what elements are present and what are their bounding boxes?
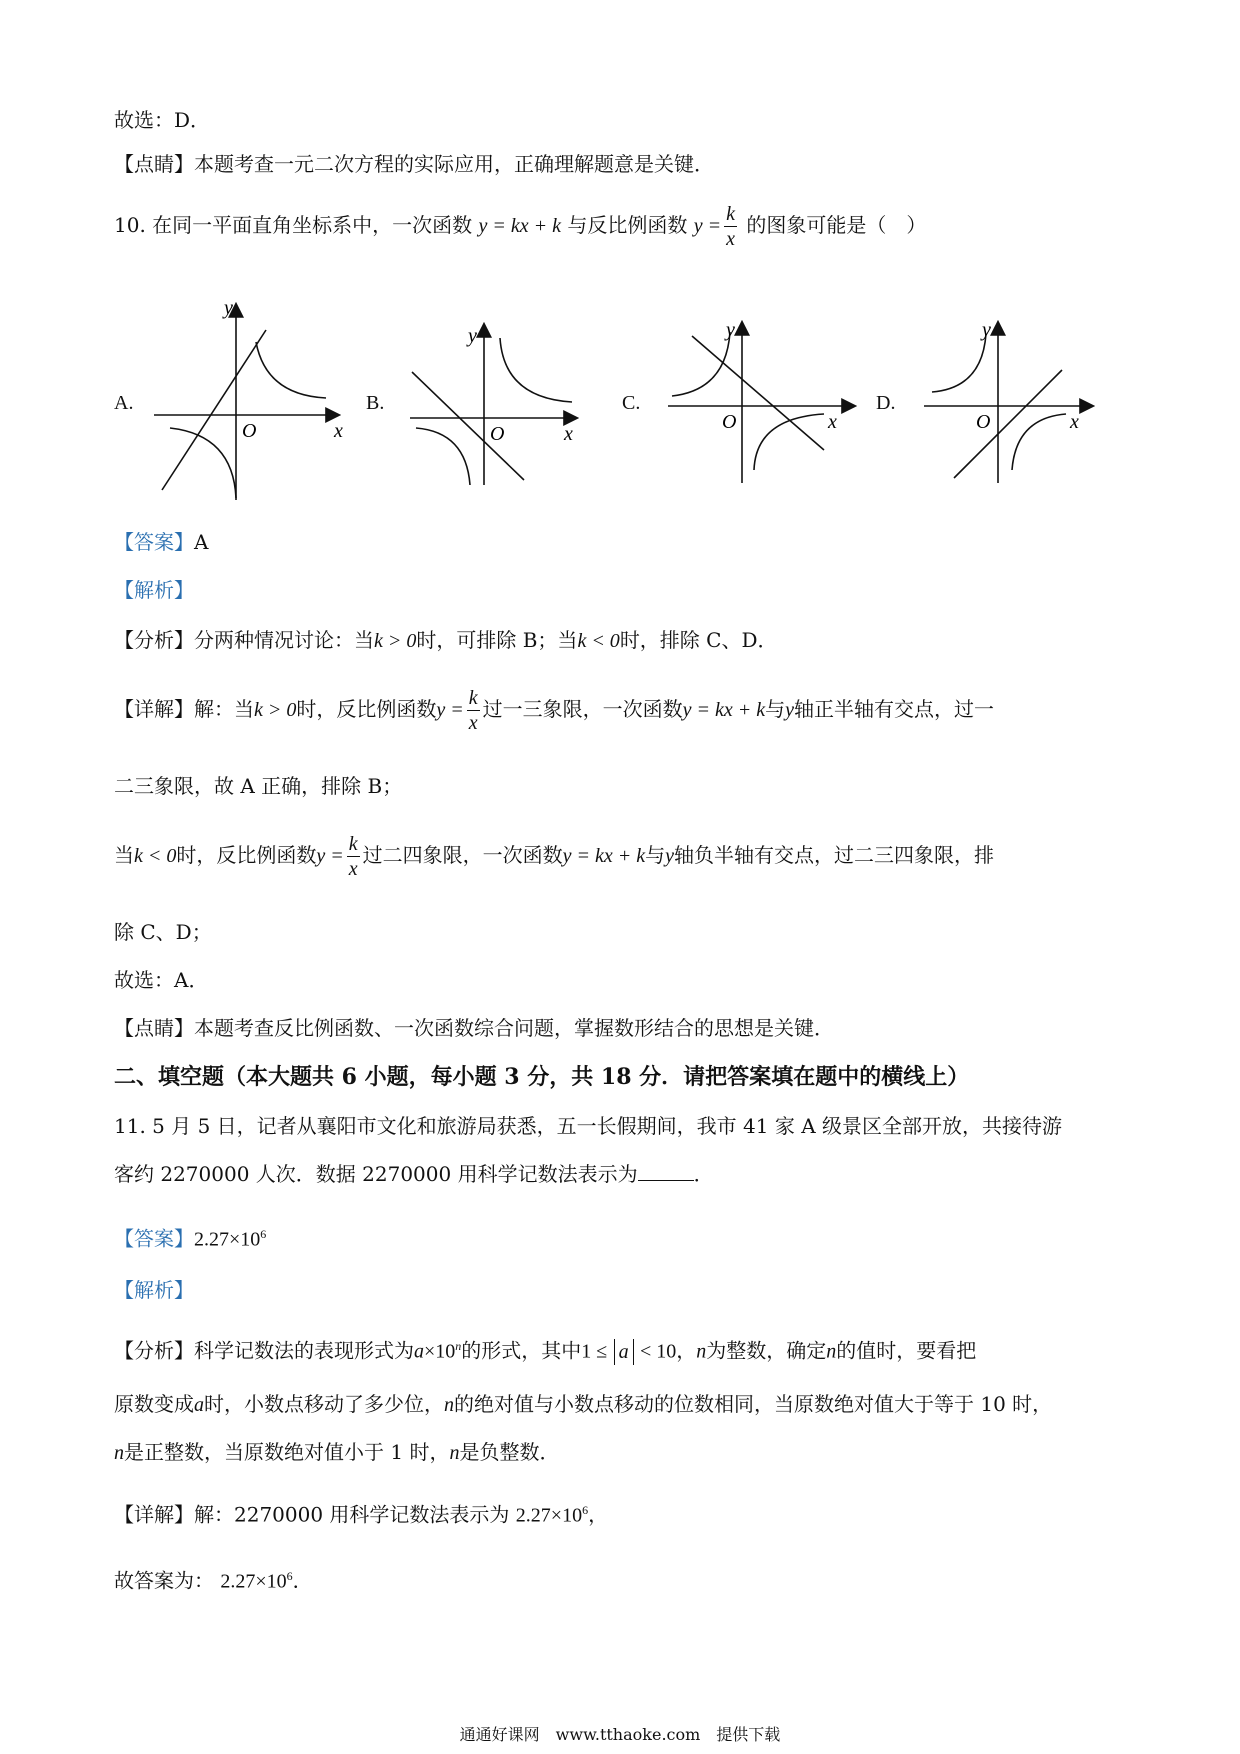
graph-option-a bbox=[148, 300, 348, 505]
analysis-heading: 【解析】 bbox=[114, 1278, 194, 1302]
detail-line: 【详解】解：2270000 用科学记数法表示为 $2.27\times 10^6$， bbox=[114, 1502, 609, 1527]
comment-line: 【点睛】本题考查反比例函数、一次函数综合问题，掌握数形结合的思想是关键． bbox=[114, 1016, 834, 1040]
graph-option-c bbox=[664, 318, 864, 488]
detail-line: 【详解】解：当k > 0时，反比例函数y = $\frac{k}{x}$ 过一三象限，一次函数y = kx + k与y轴正半轴有交点，过一 bbox=[114, 687, 995, 734]
detail-line: 二三象限，故 A 正确，排除 B； bbox=[114, 774, 403, 798]
origin-label: O bbox=[976, 411, 991, 433]
option-c-label: C. bbox=[622, 392, 641, 414]
question-11-cont: 客约 2270000 人次．数据 2270000 用科学记数法表示为 ． bbox=[114, 1162, 714, 1186]
detail-line: 当k < 0时，反比例函数y = $\frac{k}{x}$ 过二四象限，一次函数y = kx + k与y轴负半轴有交点，过二三四象限，排 bbox=[114, 833, 995, 880]
conclusion-line: 故答案为： $2.27\times 10^6$． bbox=[114, 1568, 313, 1593]
detail-line: 除 C、D； bbox=[114, 920, 212, 944]
option-b-label: B. bbox=[366, 392, 385, 414]
fraction: $\frac{k}{x}$ bbox=[726, 203, 736, 250]
section-heading: 二、填空题（本大题共 6 小题，每小题 3 分，共 18 分．请把答案填在题中的横线上） bbox=[114, 1064, 970, 1090]
page-footer: 通通好课网 www.tthaoke.com 提供下载 bbox=[459, 1725, 781, 1744]
conclusion-line: 故选：A． bbox=[114, 968, 209, 992]
answer-line: 【答案】A bbox=[114, 530, 209, 554]
axis-y-label: y bbox=[982, 319, 991, 341]
analysis-line: 【分析】科学记数法的表现形式为$a\times 10^n$的形式，其中1 ≤ a < 10，n为整数，确定n的值时，要看把 bbox=[114, 1338, 977, 1363]
graph-option-d bbox=[920, 318, 1100, 488]
text-line: 【点睛】本题考查一元二次方程的实际应用，正确理解题意是关键． bbox=[114, 152, 714, 176]
question-10: 10. 在同一平面直角坐标系中，一次函数 y = kx + k 与反比例函数 y = $\frac{k}{x}$ 的图象可能是（ ） bbox=[114, 203, 927, 250]
option-a-label: A. bbox=[114, 392, 134, 414]
origin-label: O bbox=[722, 411, 737, 433]
axis-x-label: x bbox=[828, 411, 837, 433]
axis-y-label: y bbox=[468, 325, 477, 347]
analysis-line: n是正整数，当原数绝对值小于 1 时，n是负整数． bbox=[114, 1440, 560, 1464]
analysis-line: 【分析】分两种情况讨论：当k > 0时，可排除 B；当k < 0时，排除 C、D． bbox=[114, 628, 778, 652]
axis-y-label: y bbox=[726, 319, 735, 341]
fraction: $\frac{k}{x}$ bbox=[468, 687, 478, 734]
option-d-label: D. bbox=[876, 392, 896, 414]
graph-option-b bbox=[404, 320, 584, 490]
analysis-heading: 【解析】 bbox=[114, 578, 194, 602]
origin-label: O bbox=[490, 423, 505, 445]
question-11: 11. 5 月 5 日，记者从襄阳市文化和旅游局获悉，五一长假期间，我市 41 家 A 级景区全部开放，共接待游 bbox=[114, 1114, 1063, 1138]
fraction: $\frac{k}{x}$ bbox=[348, 833, 358, 880]
answer-blank[interactable] bbox=[638, 1162, 694, 1181]
axis-x-label: x bbox=[1070, 411, 1079, 433]
axis-y-label: y bbox=[224, 300, 233, 319]
axis-x-label: x bbox=[334, 420, 343, 442]
origin-label: O bbox=[242, 420, 257, 442]
axis-x-label: x bbox=[564, 423, 573, 445]
answer-line: 【答案】$2.27\times 10^6$ bbox=[114, 1226, 267, 1251]
analysis-line: 原数变成a时，小数点移动了多少位，n的绝对值与小数点移动的位数相同，当原数绝对值大于等于 10 时， bbox=[114, 1392, 1053, 1416]
text-line: 故选：D． bbox=[114, 108, 211, 132]
